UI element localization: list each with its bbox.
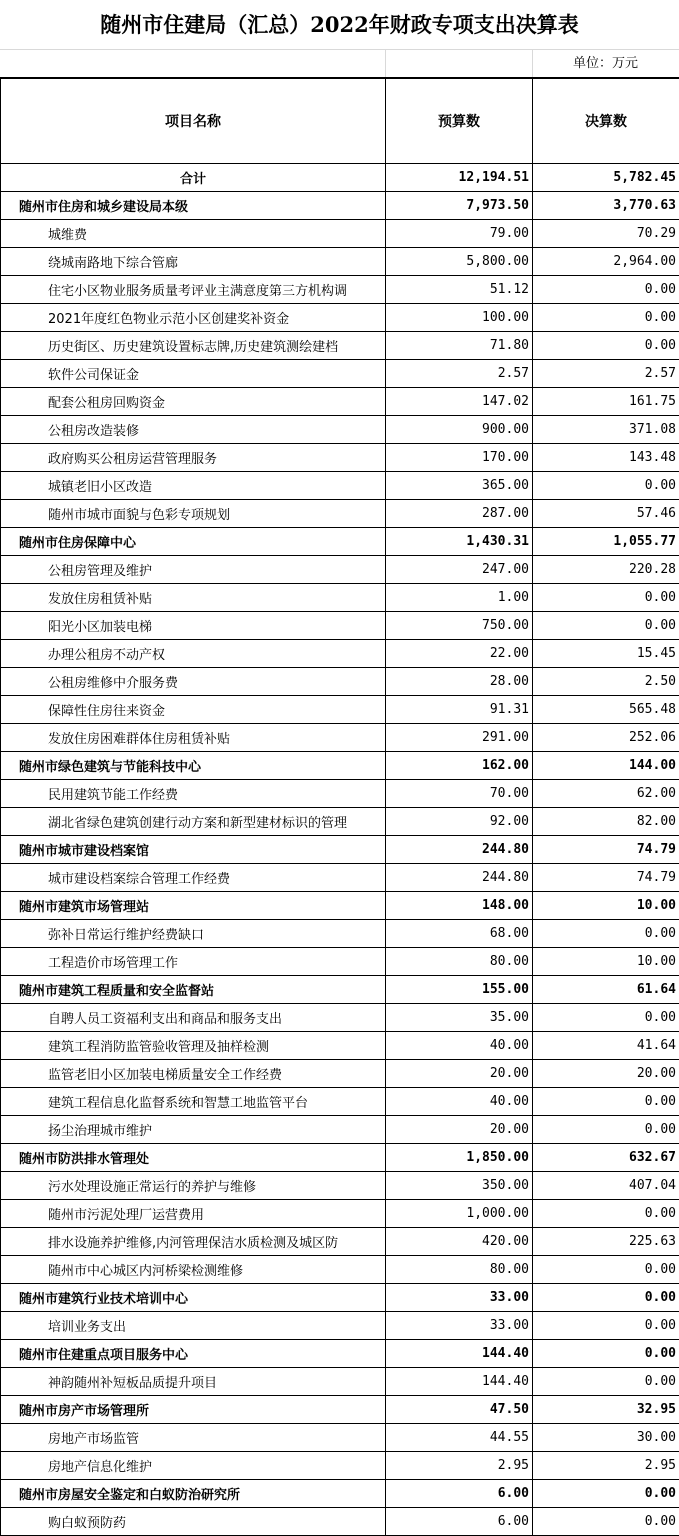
table-row [1,612,679,640]
actual-cell: 0.00 [533,1368,679,1396]
budget-cell: 12,194.51 [386,164,533,192]
actual-cell: 0.00 [533,276,679,304]
budget-cell: 144.40 [386,1340,533,1368]
actual-cell: 0.00 [533,612,679,640]
project-name-cell: 自聘人员工资福利支出和商品和服务支出 [1,1004,386,1032]
project-name-cell: 城维费 [1,220,386,248]
actual-cell: 225.63 [533,1228,679,1256]
table-row [1,220,679,248]
actual-cell: 74.79 [533,836,679,864]
table-row [1,1452,679,1480]
actual-cell: 0.00 [533,304,679,332]
project-name-cell: 阳光小区加装电梯 [1,612,386,640]
project-name-cell: 随州市城市建设档案馆 [1,836,386,864]
table-row [1,1032,679,1060]
project-name-cell: 随州市房屋安全鉴定和白蚁防治研究所 [1,1480,386,1508]
table-row [1,1060,679,1088]
table-row [1,920,679,948]
project-name-cell: 房地产市场监管 [1,1424,386,1452]
table-row [1,1368,679,1396]
budget-cell: 244.80 [386,836,533,864]
budget-cell: 28.00 [386,668,533,696]
budget-cell: 900.00 [386,416,533,444]
department-row [1,1480,679,1508]
project-name-cell: 公租房改造装修 [1,416,386,444]
table-row [1,1424,679,1452]
actual-cell: 32.95 [533,1396,679,1424]
actual-cell: 10.00 [533,892,679,920]
table-row [1,332,679,360]
project-name-cell: 城市建设档案综合管理工作经费 [1,864,386,892]
project-name-cell: 购白蚁预防药 [1,1508,386,1536]
actual-cell: 0.00 [533,1480,679,1508]
actual-cell: 74.79 [533,864,679,892]
project-name-cell: 工程造价市场管理工作 [1,948,386,976]
actual-cell: 0.00 [533,1312,679,1340]
budget-cell: 247.00 [386,556,533,584]
table-row [1,1256,679,1284]
actual-cell: 0.00 [533,584,679,612]
table-row [1,780,679,808]
project-name-cell: 随州市中心城区内河桥梁检测维修 [1,1256,386,1284]
project-name-cell: 办理公租房不动产权 [1,640,386,668]
table-row [1,500,679,528]
actual-cell: 407.04 [533,1172,679,1200]
project-name-cell: 神韵随州补短板品质提升项目 [1,1368,386,1396]
budget-cell: 1,000.00 [386,1200,533,1228]
actual-cell: 82.00 [533,808,679,836]
actual-cell: 0.00 [533,1088,679,1116]
budget-cell: 2.57 [386,360,533,388]
actual-cell: 0.00 [533,1004,679,1032]
actual-cell: 61.64 [533,976,679,1004]
budget-cell: 35.00 [386,1004,533,1032]
department-row [1,1144,679,1172]
budget-table [0,78,679,1536]
table-row [1,360,679,388]
actual-cell: 2,964.00 [533,248,679,276]
actual-cell: 2.50 [533,668,679,696]
project-name-cell: 城镇老旧小区改造 [1,472,386,500]
table-row [1,304,679,332]
actual-cell: 5,782.45 [533,164,679,192]
actual-cell: 10.00 [533,948,679,976]
project-name-cell: 政府购买公租房运营管理服务 [1,444,386,472]
budget-cell: 20.00 [386,1060,533,1088]
budget-cell: 1.00 [386,584,533,612]
actual-cell: 15.45 [533,640,679,668]
project-name-cell: 民用建筑节能工作经费 [1,780,386,808]
table-row [1,1312,679,1340]
budget-cell: 71.80 [386,332,533,360]
table-row [1,1200,679,1228]
project-name-cell: 随州市房产市场管理所 [1,1396,386,1424]
budget-cell: 147.02 [386,388,533,416]
project-name-cell: 随州市防洪排水管理处 [1,1144,386,1172]
actual-cell: 3,770.63 [533,192,679,220]
actual-cell: 143.48 [533,444,679,472]
budget-cell: 44.55 [386,1424,533,1452]
unit-bar [0,50,679,78]
column-header-actual: 决算数 [533,79,679,164]
actual-cell: 252.06 [533,724,679,752]
budget-cell: 291.00 [386,724,533,752]
project-name-cell: 建筑工程消防监管验收管理及抽样检测 [1,1032,386,1060]
budget-cell: 6.00 [386,1508,533,1536]
department-row [1,976,679,1004]
budget-cell: 1,430.31 [386,528,533,556]
budget-cell: 287.00 [386,500,533,528]
table-row [1,724,679,752]
total-row [1,164,679,192]
actual-cell: 2.57 [533,360,679,388]
project-name-cell: 随州市住房和城乡建设局本级 [1,192,386,220]
project-name-cell: 公租房维修中介服务费 [1,668,386,696]
budget-cell: 80.00 [386,1256,533,1284]
project-name-cell: 污水处理设施正常运行的养护与维修 [1,1172,386,1200]
actual-cell: 41.64 [533,1032,679,1060]
table-row [1,640,679,668]
budget-cell: 100.00 [386,304,533,332]
page-title: 随州市住建局（汇总）2022年财政专项支出决算表 [0,0,679,50]
column-header-budget: 预算数 [386,79,533,164]
project-name-cell: 随州市住房保障中心 [1,528,386,556]
budget-cell: 33.00 [386,1284,533,1312]
project-name-cell: 随州市城市面貌与色彩专项规划 [1,500,386,528]
project-name-cell: 住宅小区物业服务质量考评业主满意度第三方机构调 [1,276,386,304]
actual-cell: 371.08 [533,416,679,444]
actual-cell: 0.00 [533,1508,679,1536]
table-row [1,276,679,304]
actual-cell: 0.00 [533,1116,679,1144]
budget-cell: 350.00 [386,1172,533,1200]
table-row [1,1508,679,1536]
project-name-cell: 弥补日常运行维护经费缺口 [1,920,386,948]
budget-cell: 144.40 [386,1368,533,1396]
actual-cell: 57.46 [533,500,679,528]
project-name-cell: 排水设施养护维修,内河管理保洁水质检测及城区防 [1,1228,386,1256]
budget-cell: 155.00 [386,976,533,1004]
actual-cell: 0.00 [533,920,679,948]
actual-cell: 30.00 [533,1424,679,1452]
project-name-cell: 发放住房困难群体住房租赁补贴 [1,724,386,752]
table-row [1,864,679,892]
table-row [1,584,679,612]
actual-cell: 0.00 [533,332,679,360]
table-row [1,808,679,836]
project-name-cell: 配套公租房回购资金 [1,388,386,416]
actual-cell: 0.00 [533,472,679,500]
project-name-cell: 监管老旧小区加装电梯质量安全工作经费 [1,1060,386,1088]
project-name-cell: 绕城南路地下综合管廊 [1,248,386,276]
table-body [1,164,679,1536]
department-row [1,836,679,864]
project-name-cell: 培训业务支出 [1,1312,386,1340]
budget-cell: 51.12 [386,276,533,304]
table-row [1,696,679,724]
table-row [1,248,679,276]
budget-cell: 7,973.50 [386,192,533,220]
department-row [1,528,679,556]
project-name-cell: 保障性住房往来资金 [1,696,386,724]
budget-cell: 1,850.00 [386,1144,533,1172]
budget-cell: 6.00 [386,1480,533,1508]
budget-cell: 70.00 [386,780,533,808]
budget-cell: 22.00 [386,640,533,668]
table-row [1,556,679,584]
budget-cell: 79.00 [386,220,533,248]
budget-cell: 2.95 [386,1452,533,1480]
budget-cell: 365.00 [386,472,533,500]
table-row [1,948,679,976]
project-name-cell: 随州市建筑工程质量和安全监督站 [1,976,386,1004]
project-name-cell: 公租房管理及维护 [1,556,386,584]
project-name-cell: 建筑工程信息化监督系统和智慧工地监管平台 [1,1088,386,1116]
department-row [1,192,679,220]
budget-cell: 68.00 [386,920,533,948]
table-row [1,472,679,500]
unit-bar-cell [385,50,533,77]
budget-cell: 80.00 [386,948,533,976]
budget-cell: 40.00 [386,1032,533,1060]
actual-cell: 632.67 [533,1144,679,1172]
project-name-cell: 随州市建筑市场管理站 [1,892,386,920]
project-name-cell: 发放住房租赁补贴 [1,584,386,612]
actual-cell: 70.29 [533,220,679,248]
project-name-cell: 2021年度红色物业示范小区创建奖补资金 [1,304,386,332]
project-name-cell: 随州市住建重点项目服务中心 [1,1340,386,1368]
actual-cell: 0.00 [533,1340,679,1368]
budget-cell: 47.50 [386,1396,533,1424]
actual-cell: 0.00 [533,1256,679,1284]
actual-cell: 0.00 [533,1284,679,1312]
unit-label: 单位：万元 [532,50,679,77]
department-row [1,1396,679,1424]
budget-cell: 148.00 [386,892,533,920]
budget-cell: 92.00 [386,808,533,836]
table-row [1,668,679,696]
actual-cell: 1,055.77 [533,528,679,556]
table-row [1,1116,679,1144]
actual-cell: 565.48 [533,696,679,724]
budget-cell: 162.00 [386,752,533,780]
table-row [1,1088,679,1116]
project-name-cell: 房地产信息化维护 [1,1452,386,1480]
actual-cell: 0.00 [533,1200,679,1228]
budget-cell: 244.80 [386,864,533,892]
actual-cell: 20.00 [533,1060,679,1088]
budget-cell: 5,800.00 [386,248,533,276]
table-row [1,1228,679,1256]
budget-cell: 40.00 [386,1088,533,1116]
actual-cell: 220.28 [533,556,679,584]
budget-cell: 750.00 [386,612,533,640]
budget-cell: 170.00 [386,444,533,472]
budget-cell: 33.00 [386,1312,533,1340]
column-header-project-name: 项目名称 [1,79,386,164]
project-name-cell: 随州市建筑行业技术培训中心 [1,1284,386,1312]
actual-cell: 62.00 [533,780,679,808]
department-row [1,1340,679,1368]
table-row [1,388,679,416]
table-row [1,444,679,472]
department-row [1,752,679,780]
project-name-cell: 随州市绿色建筑与节能科技中心 [1,752,386,780]
table-row [1,1004,679,1032]
project-name-cell: 湖北省绿色建筑创建行动方案和新型建材标识的管理 [1,808,386,836]
project-name-cell: 软件公司保证金 [1,360,386,388]
actual-cell: 161.75 [533,388,679,416]
actual-cell: 144.00 [533,752,679,780]
actual-cell: 2.95 [533,1452,679,1480]
budget-cell: 420.00 [386,1228,533,1256]
table-row [1,416,679,444]
table-row [1,1172,679,1200]
department-row [1,1284,679,1312]
project-name-cell: 随州市污泥处理厂运营费用 [1,1200,386,1228]
department-row [1,892,679,920]
project-name-cell: 合计 [1,164,386,192]
unit-bar-cell [0,50,386,77]
project-name-cell: 历史街区、历史建筑设置标志牌,历史建筑测绘建档 [1,332,386,360]
budget-cell: 20.00 [386,1116,533,1144]
budget-cell: 91.31 [386,696,533,724]
project-name-cell: 扬尘治理城市维护 [1,1116,386,1144]
